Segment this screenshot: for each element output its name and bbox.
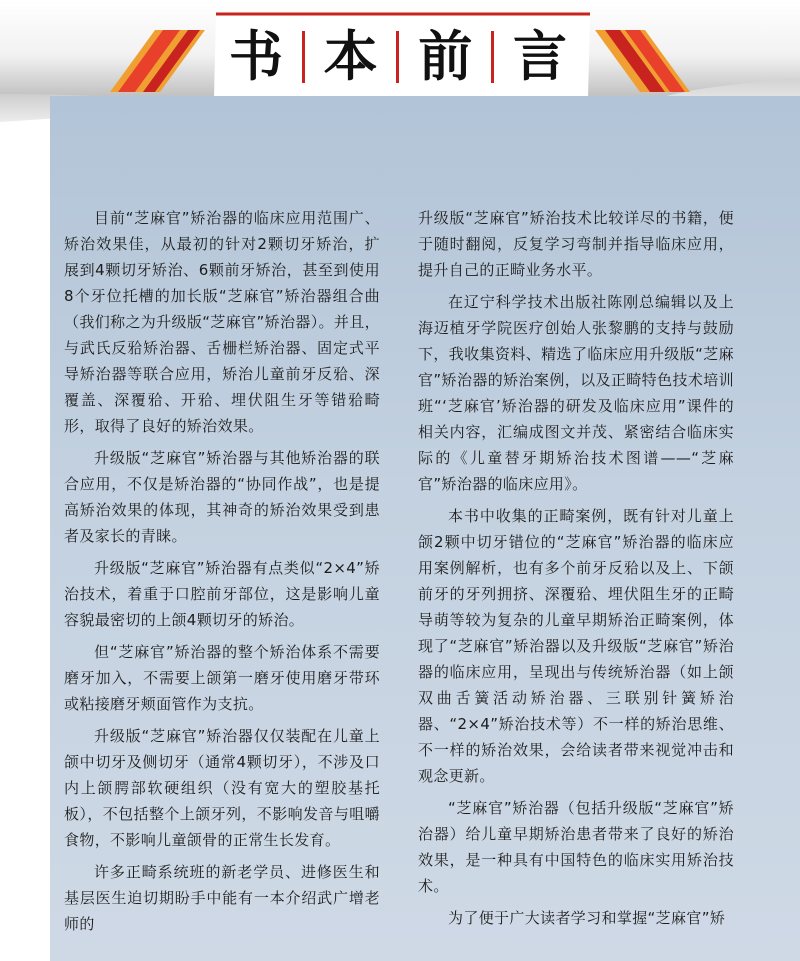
right-column — [418, 205, 734, 937]
paragraph: 升级版“芝麻官”矫治器与其他矫治器的联合应用，不仅是矫治器的“协同作战”，也是提高矫治效果的体现，其神奇的矫治效果受到患者及家长的青睐。 — [64, 449, 380, 545]
title-separator — [491, 31, 494, 83]
left-column — [64, 205, 380, 943]
paragraph: 但“芝麻官”矫治器的整个矫治体系不需要磨牙加入，不需要上颌第一磨牙使用磨牙带环或粘接磨牙颊面管作为支抗。 — [64, 643, 380, 713]
title-char: 言 — [512, 25, 567, 88]
title-separator — [302, 31, 305, 83]
paragraph: 本书中收集的正畸案例，既有针对儿童上颌2颗中切牙错位的“芝麻官”矫治器的临床应用案例解析，也有多个前牙反𬌗以及上、下颌前牙的牙列拥挤、深覆𬌗、埋伏阻生牙的正畸导萌等较为复杂的儿童早期矫治正畸案例，体现了“芝麻官”矫治器以及升级版“芝麻官”矫治器的临床应用，呈现出与传统矫治器（如上颌双曲舌簧活动矫治器、三联别针簧矫治器、“2×4”矫治技术等）不一样的矫治思维、不一样的矫治效果，会给读者带来视觉冲击和观念更新。 — [418, 507, 734, 785]
paragraph: 在辽宁科学技术出版社陈刚总编辑以及上海迈植牙学院医疗创始人张黎鹏的支持与鼓励下，我收集资料、精选了临床应用升级版“芝麻官”矫治器的矫治案例，以及正畸特色技术培训班“‘芝麻官’矫治器的研发及临床应用”课件的相关内容，汇编成图文并茂、紧密结合临床实际的《儿童替牙期矫治技术图谱——“芝麻官”矫治器的临床应用》。 — [418, 293, 734, 493]
title-char: 前 — [418, 25, 473, 88]
paragraph: “芝麻官”矫治器（包括升级版“芝麻官”矫治器）给儿童早期矫治患者带来了良好的矫治效果，是一种具有中国特色的临床实用矫治技术。 — [418, 799, 734, 895]
paragraph: 目前“芝麻官”矫治器的临床应用范围广、矫治效果佳，从最初的针对2颗切牙矫治，扩展到4颗切牙矫治、6颗前牙矫治，甚至到使用8个牙位托槽的加长版“芝麻官”矫治器组合曲（我们称之为升级版“芝麻官”矫治器）。并且，与武氏反𬌗矫治器、舌栅栏矫治器、固定式平导矫治器等联合应用，矫治儿童前牙反𬌗、深覆盖、深覆𬌗、开𬌗、埋伏阻生牙等错𬌗畸形，取得了良好的矫治效果。 — [64, 209, 380, 435]
paragraph-continuation: 升级版“芝麻官”矫治技术比较详尽的书籍，便于随时翻阅，反复学习弯制并指导临床应用，提升自己的正畸业务水平。 — [418, 209, 734, 279]
title-char: 本 — [323, 25, 378, 88]
paragraph: 许多正畸系统班的新老学员、进修医生和基层医生迫切期盼手中能有一本介绍武广增老师的 — [64, 863, 380, 933]
title-separator — [396, 31, 399, 83]
paragraph: 为了便于广大读者学习和掌握“芝麻官”矫 — [448, 909, 726, 927]
paragraph: 升级版“芝麻官”矫治器有点类似“2×4”矫治技术，着重于口腔前牙部位，这是影响儿童容貌最密切的上颌4颗切牙的矫治。 — [64, 559, 380, 629]
title-char: 书 — [229, 25, 283, 88]
paragraph: 升级版“芝麻官”矫治器仅仅装配在儿童上颌中切牙及侧切牙（通常4颗切牙），不涉及口内上颌腭部软硬组织（没有宽大的塑胶基托板），不包括整个上颌牙列，不影响发音与咀嚼食物，不影响儿童颌骨的正常生长发育。 — [64, 727, 380, 849]
page-title — [207, 14, 589, 100]
